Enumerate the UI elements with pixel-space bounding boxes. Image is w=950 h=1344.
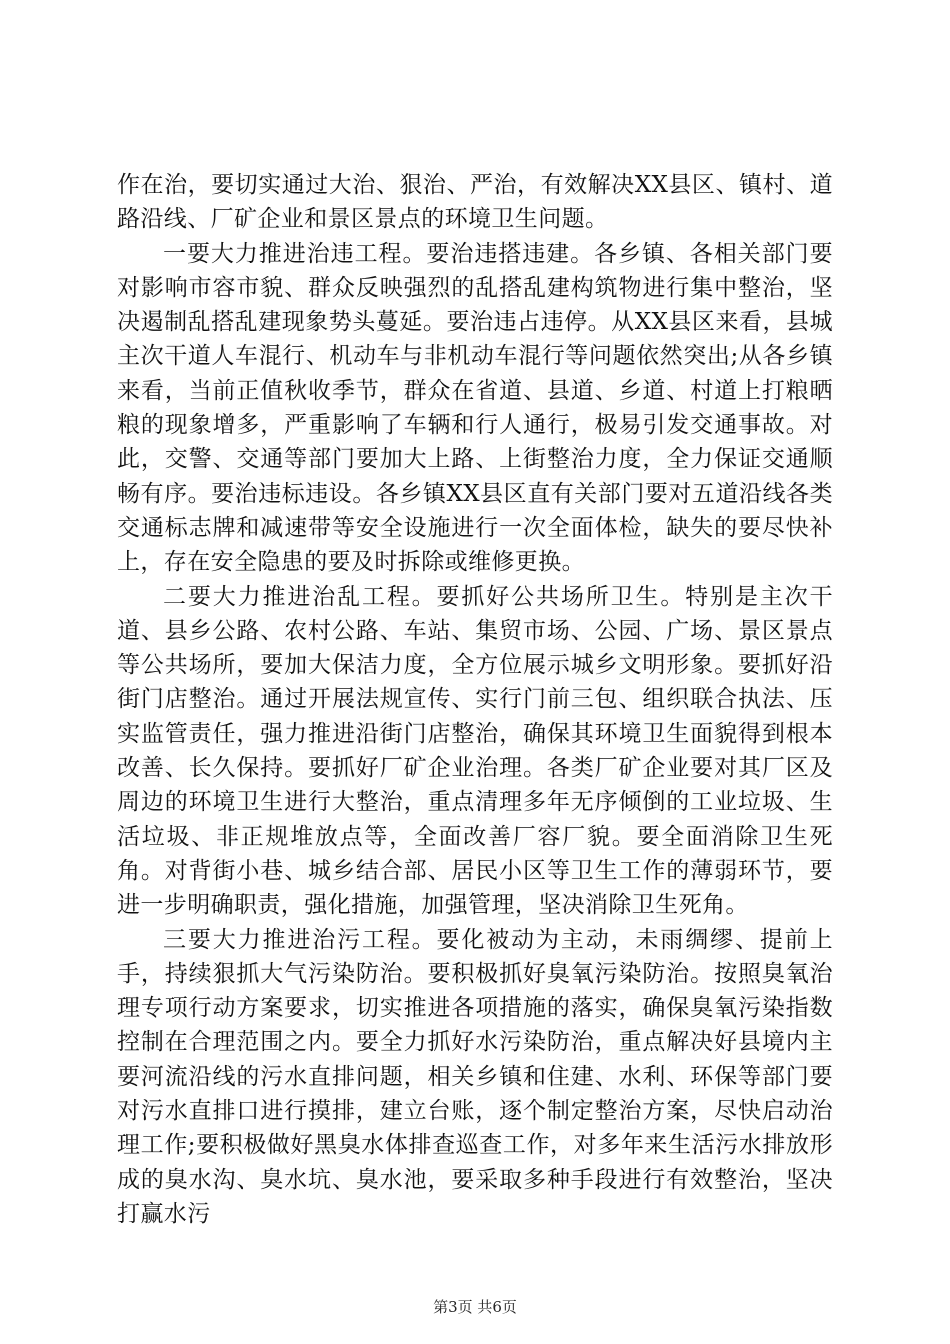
paragraph-governance-disorder: 二要大力推进治乱工程。要抓好公共场所卫生。特别是主次干道、县乡公路、农村公路、车站、集贸市场、公园、广场、景区景点等公共场所，要加大保洁力度，全方位展示城乡文明形象。要抓好沿街门店整治。通过开展法规宣传、实行门前三包、组织联合执法、压实监管责任，强力推进沿街门店整治，确保其环境卫生面貌得到根本改善、长久保持。要抓好厂矿企业治理。各类厂矿企业要对其厂区及周边的环境卫生进行大整治，重点清理多年无序倾倒的工业垃圾、生活垃圾、非正规堆放点等，全面改善厂容厂貌。要全面消除卫生死角。对背街小巷、城乡结合部、居民小区等卫生工作的薄弱环节，要进一步明确职责，强化措施，加强管理，坚决消除卫生死角。: [117, 583, 833, 919]
document-body: [117, 168, 833, 1231]
page-footer: [0, 1296, 950, 1317]
paragraph-governance-pollution: 三要大力推进治污工程。要化被动为主动，未雨绸缪、提前上手，持续狠抓大气污染防治。要积极抓好臭氧污染防治。按照臭氧治理专项行动方案要求，切实推进各项措施的落实，确保臭氧污染指数控制在合理范围之内。要全力抓好水污染防治，重点解决好县境内主要河流沿线的污水直排问题，相关乡镇和住建、水利、环保等部门要对污水直排口进行摸排，建立台账，逐个制定整治方案，尽快启动治理工作;要积极做好黑臭水体排查巡查工作，对多年来生活污水排放形成的臭水沟、臭水坑、臭水池，要采取多种手段进行有效整治，坚决打赢水污: [117, 926, 833, 1227]
page-number-label: 第3页 共6页: [433, 1298, 517, 1316]
paragraph-continuation: 作在治，要切实通过大治、狠治、严治，有效解决XX县区、镇村、道路沿线、厂矿企业和景区景点的环境卫生问题。: [117, 172, 833, 233]
paragraph-governance-violations: 一要大力推进治违工程。要治违搭违建。各乡镇、各相关部门要对影响市容市貌、群众反映强烈的乱搭乱建构筑物进行集中整治，坚决遏制乱搭乱建现象势头蔓延。要治违占违停。从XX县区来看，县城主次干道人车混行、机动车与非机动车混行等问题依然突出;从各乡镇来看，当前正值秋收季节，群众在省道、县道、乡道、村道上打粮晒粮的现象增多，严重影响了车辆和行人通行，极易引发交通事故。对此，交警、交通等部门要加大上路、上街整治力度，全力保证交通顺畅有序。要治违标违设。各乡镇XX县区直有关部门要对五道沿线各类交通标志牌和减速带等安全设施进行一次全面体检，缺失的要尽快补上，存在安全隐患的要及时拆除或维修更换。: [117, 240, 833, 576]
